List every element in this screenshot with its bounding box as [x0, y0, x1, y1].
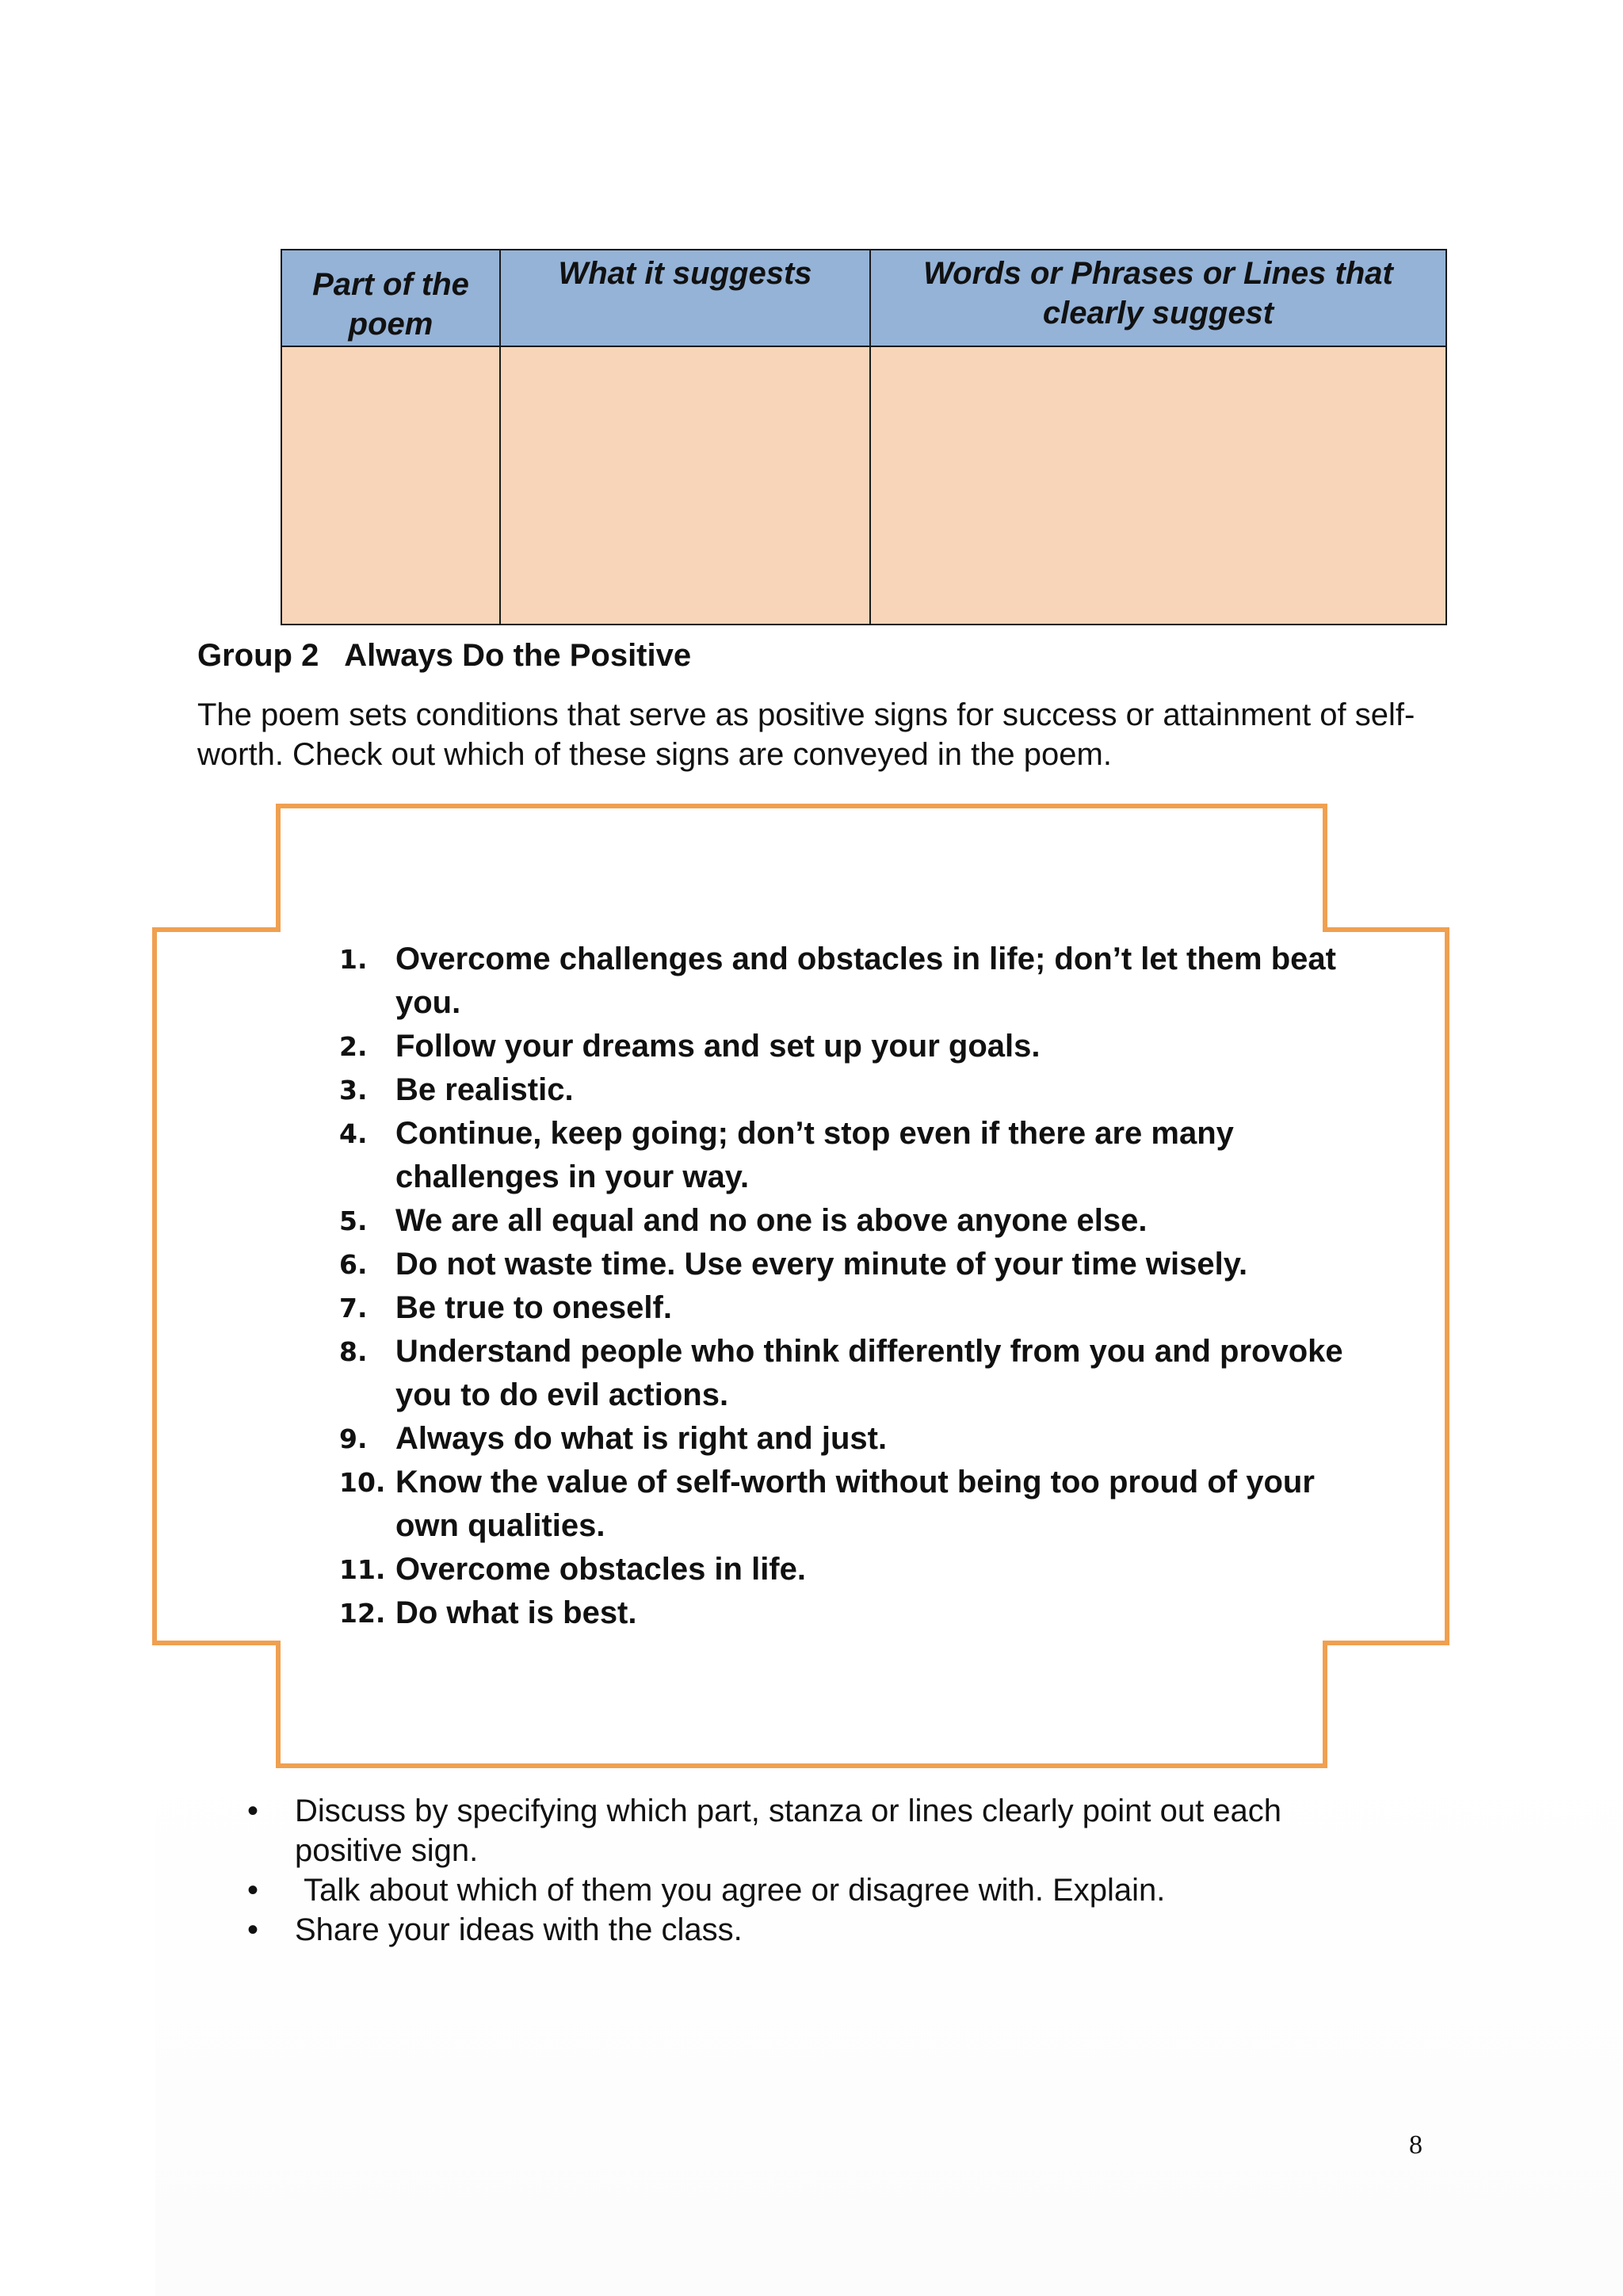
table-header-cell — [281, 250, 500, 346]
table-cell-part[interactable] — [281, 346, 500, 625]
task-text: Discuss by specifying which part, stanza or lines clearly point out each positive sign. — [295, 1794, 1291, 1868]
table-cell-suggests[interactable] — [500, 346, 870, 625]
sign-number: 10. — [339, 1467, 386, 1498]
sign-item — [339, 1591, 1354, 1635]
bullet-icon: • — [247, 1873, 259, 1908]
sign-item — [339, 1417, 1354, 1461]
sign-text: Be true to oneself. — [395, 1290, 672, 1325]
sign-item — [339, 1286, 1354, 1330]
sign-text: Do not waste time. Use every minute of your time wisely. — [395, 1247, 1248, 1282]
table-cell-words[interactable] — [870, 346, 1446, 625]
table-header-suggests: What it suggests — [558, 256, 812, 291]
table-row — [281, 346, 1446, 625]
sign-number: 9. — [339, 1423, 368, 1454]
task-item — [247, 1791, 1373, 1870]
task-text: Talk about which of them you agree or disagree with. Explain. — [295, 1873, 1166, 1908]
sign-number: 2. — [339, 1031, 368, 1062]
sign-text: Always do what is right and just. — [395, 1421, 888, 1456]
sign-text: Understand people who think differently from you and provoke you to do evil actions. — [395, 1334, 1343, 1412]
bullet-icon: • — [247, 1794, 259, 1828]
sign-text: Be realistic. — [395, 1072, 574, 1107]
sign-number: 4. — [339, 1118, 368, 1149]
sign-number: 3. — [339, 1075, 368, 1106]
sign-item — [339, 1068, 1354, 1112]
sign-number: 5. — [339, 1205, 368, 1236]
sign-item — [339, 1330, 1354, 1417]
positive-signs-list — [339, 938, 1354, 1635]
table-header-part: Part of the poem — [312, 267, 469, 342]
table-header-cell — [500, 250, 870, 346]
section-intro: The poem sets conditions that serve as positive signs for success or attainment of self-worth. Check out which of these signs are conveyed in the poem. — [197, 697, 1415, 772]
task-text: Share your ideas with the class. — [295, 1912, 743, 1947]
sign-text: Continue, keep going; don’t stop even if there are many challenges in your way. — [395, 1116, 1234, 1194]
sign-text: Do what is best. — [395, 1595, 637, 1630]
sign-text: Know the value of self-worth without being too proud of your own qualities. — [395, 1465, 1315, 1543]
sign-text: Overcome obstacles in life. — [395, 1552, 806, 1587]
sign-number: 1. — [339, 944, 368, 975]
sign-text: We are all equal and no one is above anyone else. — [395, 1203, 1148, 1238]
sign-number: 8. — [339, 1336, 368, 1367]
sign-item — [339, 1243, 1354, 1286]
sign-item — [339, 1461, 1354, 1548]
section-heading: Group 2 Always Do the Positive — [197, 638, 692, 673]
sign-item — [339, 1548, 1354, 1591]
task-item — [247, 1910, 1373, 1950]
sign-number: 6. — [339, 1249, 368, 1280]
sign-item — [339, 1199, 1354, 1243]
task-item — [247, 1870, 1373, 1910]
table-header-cell — [870, 250, 1446, 346]
sign-text: Overcome challenges and obstacles in life; don’t let them beat you. — [395, 942, 1336, 1020]
table-header-words: Words or Phrases or Lines that clearly suggest — [923, 256, 1393, 330]
sign-number: 7. — [339, 1293, 368, 1324]
sign-text: Follow your dreams and set up your goals. — [395, 1029, 1041, 1064]
sign-item — [339, 938, 1354, 1025]
bullet-icon: • — [247, 1912, 259, 1947]
page-number: 8 — [1409, 2130, 1423, 2160]
sign-item — [339, 1025, 1354, 1068]
sign-item — [339, 1112, 1354, 1199]
sign-number: 12. — [339, 1598, 386, 1629]
analysis-table — [281, 249, 1447, 625]
sign-number: 11. — [339, 1554, 386, 1585]
table-header-row — [281, 250, 1446, 346]
discussion-tasks-list — [247, 1791, 1373, 1950]
